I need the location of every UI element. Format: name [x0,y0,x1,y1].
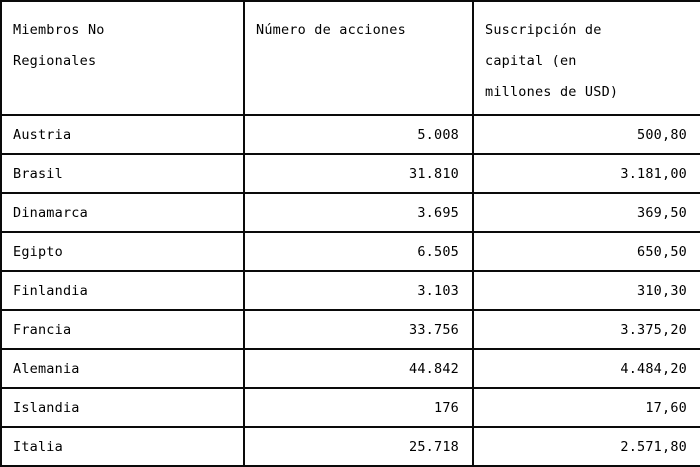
table-header [1,1,700,115]
table-row [1,232,700,271]
cell-capital: 3.375,20 [473,310,700,349]
column-header-capital-line-3: millones de USD) [485,84,619,100]
cell-member: Islandia [1,388,244,427]
cell-capital: 3.181,00 [473,154,700,193]
cell-member: Brasil [1,154,244,193]
cell-capital: 369,50 [473,193,700,232]
column-header-capital-line-2: capital (en [485,53,577,69]
cell-member: Austria [1,115,244,154]
cell-capital: 17,60 [473,388,700,427]
column-header-members-line-1: Miembros No [13,22,105,38]
table-row [1,154,700,193]
cell-member: Alemania [1,349,244,388]
cell-capital: 500,80 [473,115,700,154]
column-header-shares-line-1: Número de acciones [256,22,406,38]
cell-shares: 176 [244,388,473,427]
cell-member: Dinamarca [1,193,244,232]
cell-member: Egipto [1,232,244,271]
column-header-members-line-2: Regionales [13,53,97,69]
cell-capital: 4.484,20 [473,349,700,388]
table-row [1,310,700,349]
table-header-row [1,1,700,115]
cell-shares: 5.008 [244,115,473,154]
table-row [1,271,700,310]
table-row [1,349,700,388]
cell-capital: 310,30 [473,271,700,310]
column-header-shares [244,1,473,115]
table-row [1,193,700,232]
cell-shares: 3.695 [244,193,473,232]
cell-shares: 25.718 [244,427,473,466]
column-header-capital [473,1,700,115]
cell-shares: 31.810 [244,154,473,193]
cell-shares: 44.842 [244,349,473,388]
cell-capital: 2.571,80 [473,427,700,466]
table-row [1,427,700,466]
column-header-members [1,1,244,115]
cell-shares: 6.505 [244,232,473,271]
table-body [1,115,700,466]
cell-member: Francia [1,310,244,349]
table-row [1,388,700,427]
cell-shares: 3.103 [244,271,473,310]
cell-shares: 33.756 [244,310,473,349]
cell-member: Finlandia [1,271,244,310]
table-row [1,115,700,154]
cell-member: Italia [1,427,244,466]
column-header-capital-line-1: Suscripción de [485,22,602,38]
cell-capital: 650,50 [473,232,700,271]
